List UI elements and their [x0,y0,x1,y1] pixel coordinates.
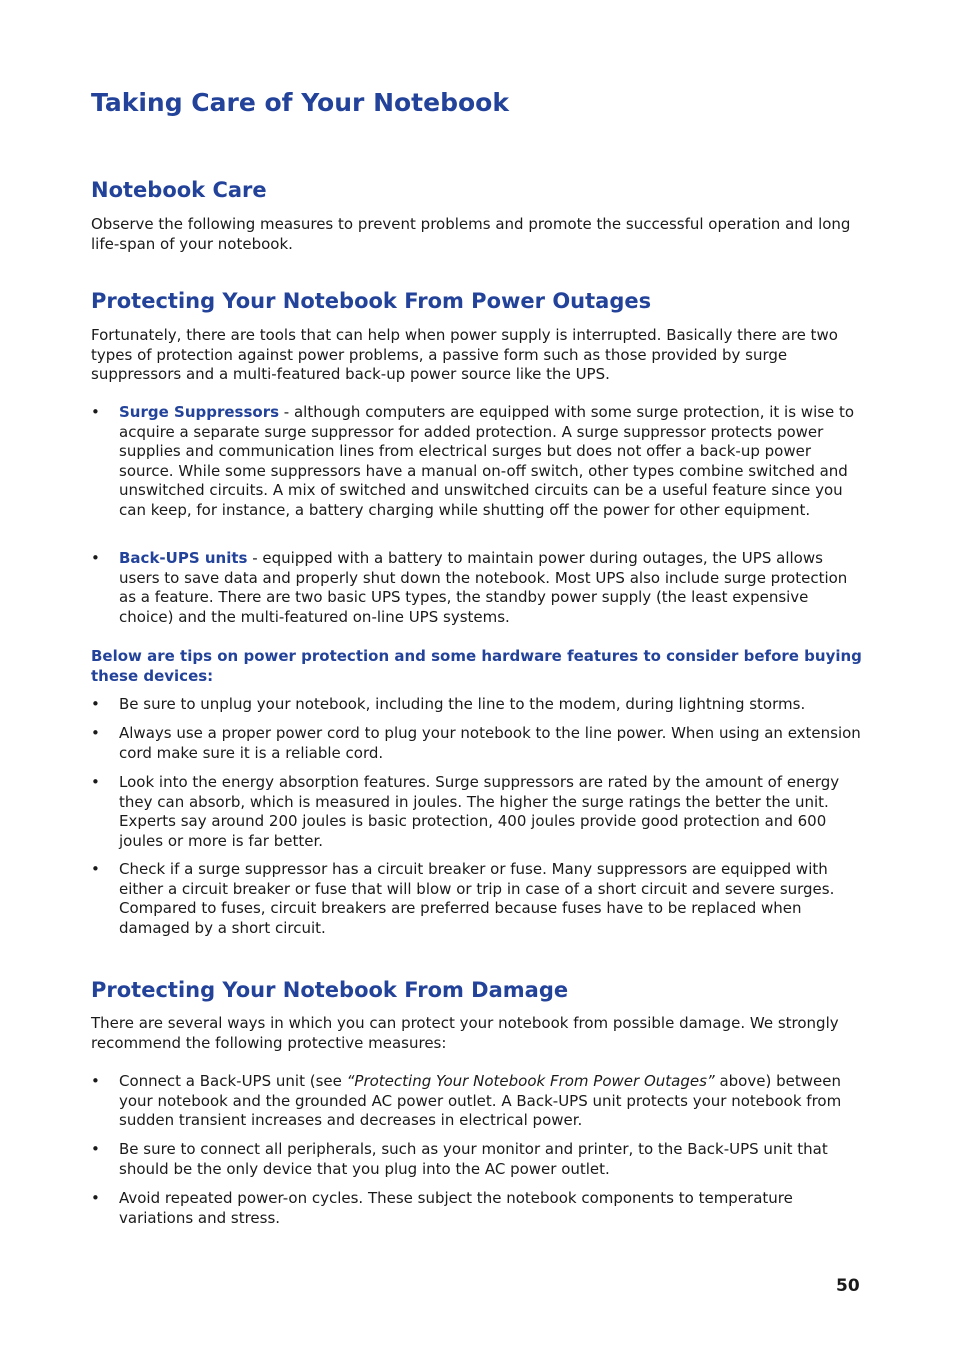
list-item-text: Avoid repeated power-on cycles. These subject the notebook components to temperature variations and stress. [119,1189,793,1227]
list-item-text [119,549,866,627]
list-item [91,403,866,521]
list-item-text: Always use a proper power cord to plug your notebook to the line power. When using an extension cord make sure it is a reliable cord. [119,724,861,762]
term-description: - although computers are equipped with some surge protection, it is wise to acquire a separate surge suppressor for added protection. A surge suppressor protects power supplies and communication lines from electrical surges but does not offer a back-up power source. While some suppressors have a manual on-off switch, other types combine switched and unswitched circuits. A mix of switched and unswitched circuits can be a useful feature since you can keep, for instance, a battery charging while shutting off the power for other equipment. [119,403,855,519]
section-heading-power-outages: Protecting Your Notebook From Power Outages [91,289,652,313]
list-item-text [119,1072,866,1131]
bullet-marker: • [91,773,100,791]
list-item [91,695,866,715]
bullet-marker: • [91,1140,100,1158]
tips-heading: Below are tips on power protection and some hardware features to consider before buying these devices: [91,647,862,685]
list-item-text [119,403,866,521]
list-item [91,724,866,763]
bullet-marker: • [91,724,100,742]
list-item [91,860,866,938]
term-back-ups-units: Back-UPS units [119,549,248,567]
bullet-marker: • [91,403,100,421]
notebook-care-intro: Observe the following measures to prevent problems and promote the successful operation and long life-span of your notebook. [91,215,851,253]
power-outages-intro: Fortunately, there are tools that can help when power supply is interrupted. Basically there are two types of protection against power problems, a passive form such as those provided by surge suppressors and a multi-featured back-up power source like the UPS. [91,326,838,384]
text-before: Connect a Back-UPS unit (see [119,1072,347,1090]
section-heading-damage: Protecting Your Notebook From Damage [91,978,569,1002]
page-title: Taking Care of Your Notebook [91,88,509,117]
term-surge-suppressors: Surge Suppressors [119,403,280,421]
list-item [91,1140,866,1179]
list-item-text: Look into the energy absorption features. Surge suppressors are rated by the amount of energy they can absorb, which is measured in joules. The higher the surge ratings the better the unit. Experts say around 200 joules is basic protection, 400 joules provide good protection and 600 joules or more is far better. [119,773,840,850]
page-number: 50 [836,1276,860,1296]
list-item-text: Be sure to connect all peripherals, such as your monitor and printer, to the Back-UPS unit that should be the only device that you plug into the AC power outlet. [119,1140,828,1178]
list-item-text: Be sure to unplug your notebook, including the line to the modem, during lightning storms. [119,695,806,713]
bullet-marker: • [91,695,100,713]
bullet-marker: • [91,549,100,567]
damage-intro: There are several ways in which you can protect your notebook from possible damage. We strongly recommend the following protective measures: [91,1014,839,1052]
list-item [91,549,866,627]
text-after: above) between your notebook and the grounded AC power outlet. A Back-UPS unit protects your notebook from sudden transient increases and decreases in electrical power. [119,1072,842,1130]
section-heading-notebook-care: Notebook Care [91,178,267,202]
list-item [91,1189,866,1228]
list-item-text: Check if a surge suppressor has a circuit breaker or fuse. Many suppressors are equipped with either a circuit breaker or fuse that will blow or trip in case of a short circuit and severe surges. Compared to fuses, circuit breakers are preferred because fuses have to be replaced when damaged by a short circuit. [119,860,835,937]
cross-reference: “Protecting Your Notebook From Power Outages” [346,1072,715,1090]
term-description: - equipped with a battery to maintain power during outages, the UPS allows users to save data and properly shut down the notebook. Most UPS also include surge protection as a feature. There are two basic UPS types, the standby power supply (the least expensive choice) and the multi-featured on-line UPS systems. [119,549,848,626]
list-item [91,1072,866,1131]
bullet-marker: • [91,860,100,878]
bullet-marker: • [91,1189,100,1207]
bullet-marker: • [91,1072,100,1090]
list-item [91,773,866,851]
